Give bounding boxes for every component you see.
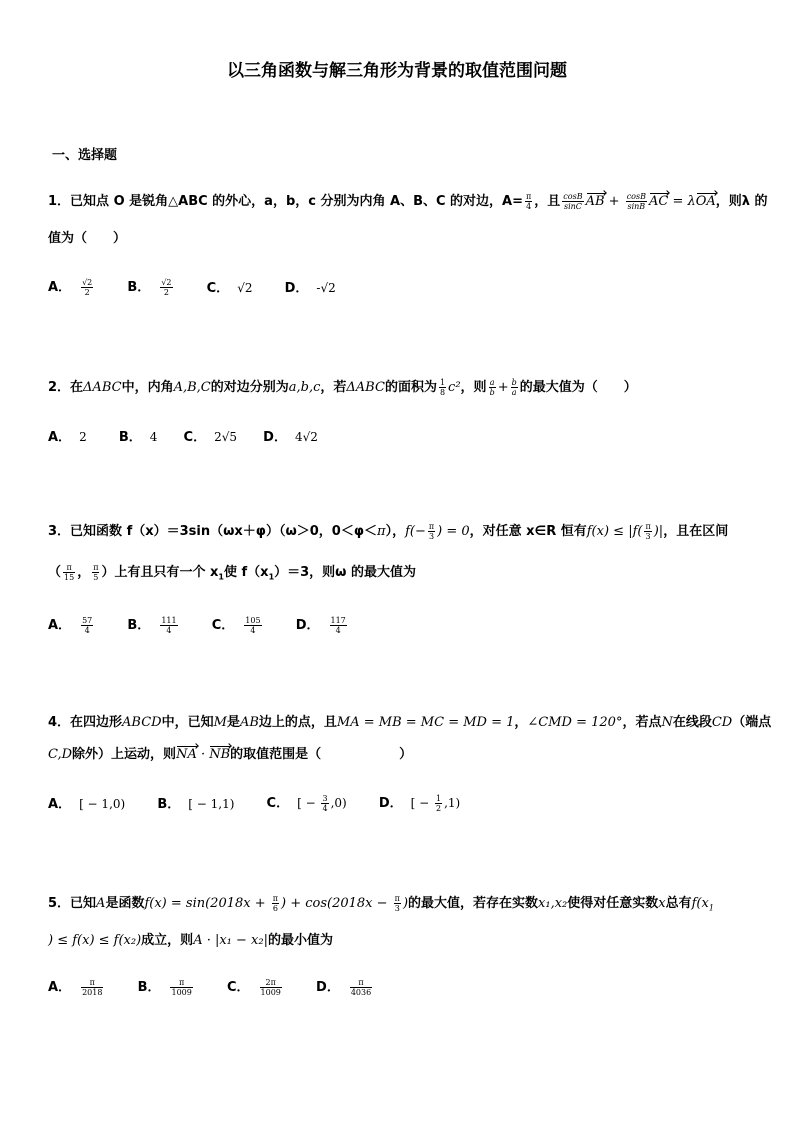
q5-subscript: 1	[708, 903, 714, 913]
fraction-den: 1009	[171, 988, 192, 997]
q5-func-part-3: )	[402, 896, 409, 911]
option-suffix: ,1)	[444, 796, 461, 810]
q5-frac-2	[394, 894, 401, 913]
q3-f-zero: ) = 0	[437, 524, 470, 539]
option-fraction	[244, 616, 261, 635]
option-label: A．	[48, 618, 72, 633]
option-value: [ − 1,1)	[188, 797, 235, 811]
q4-text-d: 边上的点，且	[258, 715, 337, 730]
q1-frac-1-num: cosB	[563, 192, 583, 201]
q4-text-i: 除外）上运动，则	[72, 747, 177, 762]
q2-text-g: 的最大值为（ ）	[519, 380, 637, 395]
q3-text-g: ）上有且只有一个 x	[101, 565, 219, 580]
option-label: D．	[263, 430, 287, 445]
q5-x1-x2: x₁,x₂	[538, 896, 568, 911]
q4-option-a[interactable]	[48, 793, 125, 812]
q1-vector-oa: OA	[695, 194, 716, 209]
q5-text-c: 的最大值，若存在实数	[408, 896, 539, 911]
q3-f-neg: f(−	[405, 524, 426, 539]
option-prefix: [ −	[297, 796, 320, 810]
fraction-den: 2	[436, 804, 442, 813]
q2-c-squared: c²	[448, 380, 461, 395]
q3-frac-1-num: π	[428, 522, 435, 531]
option-label: B．	[127, 280, 151, 295]
q4-option-c[interactable]	[267, 792, 347, 813]
q3-pi: π	[377, 524, 386, 539]
q5-frac-1	[272, 894, 279, 913]
option-fraction	[160, 616, 177, 635]
fraction-den: 2018	[82, 988, 103, 997]
option-label: B．	[118, 430, 142, 445]
q5-option-a[interactable]	[48, 976, 105, 997]
q3-frac-2-den: 3	[645, 532, 651, 541]
q1-angle-den: 4	[526, 202, 532, 211]
option-fraction	[160, 278, 172, 297]
q4-segment-cd: CD	[711, 715, 733, 730]
q2-text-d: ，若	[320, 380, 347, 395]
q1-text-a: 1．已知点	[48, 194, 110, 209]
q2-area-fraction	[439, 378, 446, 397]
q2-ratio-ba	[511, 378, 518, 397]
fraction-den: 2	[163, 288, 169, 297]
option-label: B．	[137, 980, 161, 995]
q2-option-a[interactable]	[48, 426, 87, 445]
q5-x: x	[658, 896, 666, 911]
q2-area-den: 8	[439, 388, 446, 397]
q2-text-c: 的对边分别为	[210, 380, 289, 395]
fraction-den: 4	[166, 626, 172, 635]
q4-equalities: MA = MB = MC = MD = 1	[336, 715, 515, 730]
page-title: 以三角函数与解三角形为背景的取值范围问题	[227, 61, 567, 81]
q2-option-c[interactable]	[184, 426, 237, 445]
question-4-line-2	[48, 743, 412, 762]
q2-triangle: ΔABC	[83, 380, 122, 395]
fraction-den: 4	[250, 626, 256, 635]
question-1-line-1	[48, 190, 768, 211]
q3-frac-2-num: π	[645, 522, 651, 531]
option-label: A．	[48, 980, 72, 995]
question-5-line-2	[48, 929, 333, 948]
q4-text-a: 4．在四边形	[48, 715, 123, 730]
option-value: 4√2	[294, 430, 318, 444]
q1-option-c[interactable]	[207, 277, 253, 296]
q3-option-d[interactable]	[296, 614, 349, 635]
option-label: B．	[157, 797, 181, 812]
fraction-num: √2	[161, 278, 172, 287]
option-label: D．	[295, 618, 320, 633]
q4-dot: ·	[196, 747, 210, 762]
option-label: C．	[183, 430, 207, 445]
q1-text-d: ，则λ 的	[715, 194, 768, 209]
q4-vector-nb: NB	[209, 747, 231, 762]
option-label: D．	[316, 980, 340, 995]
q3-interval-end-den: 5	[93, 573, 99, 582]
option-label: C．	[206, 281, 230, 296]
q5-frac-2-num: π	[394, 894, 400, 903]
q3-option-a[interactable]	[48, 614, 95, 635]
fraction-den: 4036	[350, 988, 372, 997]
fraction-num: 1	[436, 794, 442, 803]
fraction-num: 3	[322, 794, 328, 803]
option-value: 2	[79, 430, 87, 444]
q5-option-b[interactable]	[138, 976, 195, 997]
q5-text-g: 的最小值为	[267, 933, 333, 948]
fraction-num: π	[350, 978, 372, 988]
q3-option-b[interactable]	[127, 614, 179, 635]
q2-angles: A,B,C	[173, 380, 211, 395]
q1-equals-lambda: = λ	[668, 194, 696, 209]
option-fraction	[321, 794, 328, 813]
q2-ratio-ab-den: b	[489, 388, 495, 397]
q2-option-b[interactable]	[119, 426, 158, 445]
q5-frac-1-den: 6	[272, 904, 278, 913]
q1-option-b[interactable]	[127, 276, 174, 297]
q3-interval-end-num: π	[93, 563, 99, 572]
q3-subscript-2: 1	[268, 572, 275, 582]
q1-frac-2-den: sinB	[627, 202, 646, 211]
q1-angle-num: π	[526, 192, 532, 201]
q5-option-d[interactable]	[316, 976, 374, 997]
q4-point-n: N	[661, 715, 673, 730]
option-fraction	[170, 978, 192, 997]
q3-frac-1	[428, 522, 435, 541]
fraction-num: π	[81, 978, 103, 988]
q5-func-part-2: ) + cos(2018x −	[281, 896, 392, 911]
question-2-line-1: 2．在ΔABC中，内角A,B,C的对边分别为a,b,c，若ΔABC的面积为 $\frac{1}{8}$ c²，则 $\frac{a}{b}$ + $\frac{b}{a}$ 的最大值为（ ）	[48, 378, 637, 397]
option-suffix: ,0)	[330, 796, 347, 810]
q1-frac-2-num: cosB	[626, 192, 646, 201]
fraction-num: √2	[82, 278, 93, 287]
option-fraction	[260, 978, 282, 997]
q3-frac-1-den: 3	[428, 532, 435, 541]
q3-subscript: 1	[218, 572, 224, 582]
option-fraction	[435, 794, 442, 813]
q1-option-d[interactable]	[285, 277, 336, 296]
q3-text-c: ，对任意 x∈R 恒有	[469, 524, 587, 539]
q2-ratio-ba-num: b	[511, 378, 517, 387]
q3-interval-start-num: π	[63, 563, 75, 573]
q5-text-d: 使得对任意实数	[567, 896, 659, 911]
option-value: 4	[149, 430, 158, 444]
option-fraction	[81, 978, 103, 997]
q2-ratio-ab	[489, 378, 496, 397]
fraction-den: 4	[322, 804, 328, 813]
fraction-den: 4	[335, 626, 341, 635]
q3-text-a: 3．已知函数 f（x）＝3sin（ωx＋φ）（ω＞0，0＜φ＜	[48, 524, 378, 539]
q4-text-b: 中，已知	[161, 715, 214, 730]
q3-text-b: ），	[385, 524, 406, 539]
option-label: A．	[48, 280, 72, 295]
q3-text-e: （	[48, 565, 62, 580]
q1-frac-1	[562, 192, 583, 211]
question-5-line-1	[48, 892, 714, 913]
q5-frac-2-den: 3	[394, 904, 400, 913]
q1-option-a[interactable]	[48, 276, 95, 297]
question-4-options	[48, 792, 488, 813]
question-5-options	[48, 976, 402, 997]
q3-interval-end	[92, 563, 99, 582]
option-label: B．	[127, 618, 151, 633]
q4-text-j: 的取值范围是（ ）	[230, 747, 413, 762]
q3-interval-start	[63, 563, 75, 582]
fraction-num: π	[170, 978, 192, 988]
fraction-den: 1009	[260, 988, 281, 997]
q5-text-e: 总有	[665, 896, 692, 911]
q3-f-abs-end: )|	[653, 524, 664, 539]
q1-plus: +	[604, 194, 624, 209]
q5-inequality: ) ≤ f(x) ≤ f(x₂)	[48, 933, 142, 948]
q5-text-f: 成立，则	[141, 933, 194, 948]
q2-text-a: 2．在	[48, 380, 84, 395]
q5-frac-1-num: π	[272, 894, 279, 903]
q1-angle-fraction	[525, 192, 532, 211]
q5-product: A · |x₁ − x₂|	[193, 933, 268, 948]
q2-text-b: 中，内角	[121, 380, 174, 395]
option-label: C．	[226, 980, 250, 995]
q3-f-ineq: f(x) ≤ |f(	[586, 524, 643, 539]
q1-frac-1-den: sinC	[563, 202, 582, 211]
fraction-num: 111	[161, 616, 177, 625]
fraction-den: 2	[84, 288, 90, 297]
fraction-num: 105	[245, 616, 261, 625]
q1-vector-ac: AC	[648, 194, 669, 209]
option-value: [ − 1,0)	[79, 797, 126, 811]
q2-triangle-2: ΔABC	[346, 380, 385, 395]
q5-var-a: A	[96, 896, 106, 911]
q4-point-m: M	[213, 715, 227, 730]
question-3-line-1	[48, 520, 728, 541]
q4-angle: ∠CMD = 120°	[527, 715, 623, 730]
q1-text-c: ，且	[534, 194, 561, 209]
fraction-den: 4	[84, 626, 90, 635]
q5-func-part-1: f(x) = sin(2018x +	[144, 896, 270, 911]
fraction-num: 57	[82, 616, 93, 625]
option-label: D．	[284, 281, 309, 296]
q5-text-a: 5．已知	[48, 896, 97, 911]
fraction-num: 2π	[260, 978, 282, 988]
question-3-line-2	[48, 561, 416, 582]
question-2-options	[48, 426, 346, 445]
option-value: 2√5	[214, 430, 238, 444]
q1-vector-ab: AB	[585, 194, 605, 209]
q4-text-f: ，若点	[622, 715, 662, 730]
q5-text-b: 是函数	[105, 896, 145, 911]
question-1-options	[48, 276, 364, 297]
q5-f-x1: f(x	[691, 896, 709, 911]
option-fraction	[81, 278, 93, 297]
q4-side-ab: AB	[239, 715, 259, 730]
q1-frac-2	[626, 192, 647, 211]
q4-text-c: 是	[226, 715, 240, 730]
q4-text-h: （端点	[732, 715, 772, 730]
q4-vector-na: NA	[176, 747, 197, 762]
q2-option-d[interactable]	[263, 426, 318, 445]
option-label: C．	[211, 618, 235, 633]
option-label: A．	[48, 430, 72, 445]
q3-interval-start-den: 15	[64, 573, 75, 582]
q4-option-d[interactable]	[379, 792, 460, 813]
option-fraction	[350, 978, 372, 997]
q2-ratio-ba-den: a	[511, 388, 517, 397]
q5-option-c[interactable]	[227, 976, 284, 997]
option-value: √2	[237, 281, 253, 295]
q4-endpoints: C,D	[48, 747, 73, 762]
option-label: A．	[48, 797, 72, 812]
fraction-num: 117	[330, 616, 346, 625]
q3-text-h: 使 f（x	[223, 565, 269, 580]
q2-area-num: 1	[439, 378, 446, 387]
q2-sides: a,b,c	[288, 380, 321, 395]
q4-quadrilateral: ABCD	[122, 715, 162, 730]
q4-text-e: ，	[514, 715, 528, 730]
option-fraction	[330, 616, 347, 635]
q1-text-b: O 是锐角△ABC 的外心，a，b，c 分别为内角 A、B、C 的对边，A=	[109, 194, 524, 209]
q3-text-f: ，	[77, 565, 91, 580]
question-3-options	[48, 614, 377, 635]
q3-frac-2	[644, 522, 651, 541]
q2-text-e: 的面积为	[384, 380, 437, 395]
q4-option-b[interactable]	[157, 793, 234, 812]
q4-text-g: 在线段	[672, 715, 712, 730]
q2-ratio-ab-num: a	[489, 378, 495, 387]
q2-text-f: ，则	[460, 380, 487, 395]
option-value: -√2	[316, 281, 336, 295]
q3-text-i: ）＝3，则ω 的最大值为	[274, 565, 417, 580]
q3-text-d: ，且在区间	[663, 524, 729, 539]
section-heading: 一、选择题	[52, 148, 118, 163]
option-fraction	[81, 616, 93, 635]
q3-option-c[interactable]	[212, 614, 264, 635]
question-4-line-1	[48, 711, 771, 730]
option-prefix: [ −	[410, 796, 434, 810]
option-label: C．	[266, 796, 290, 811]
option-label: D．	[378, 796, 403, 811]
question-1-line-2: 值为（ ）	[48, 231, 127, 246]
